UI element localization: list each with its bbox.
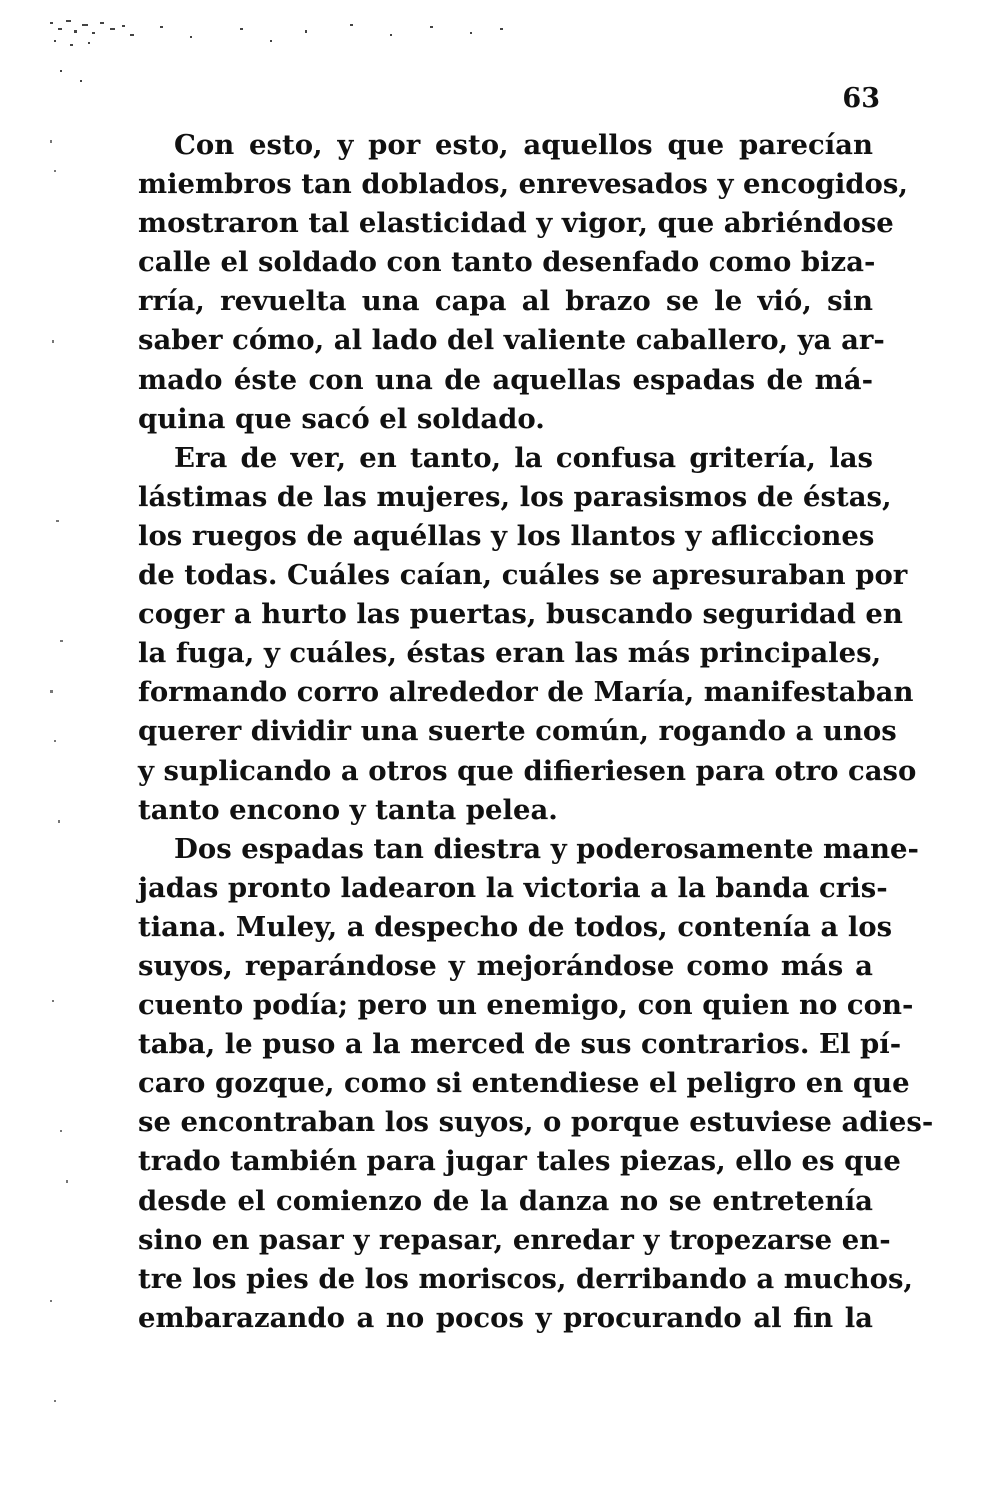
text-line: jadas pronto ladearon la victoria a la banda cris- bbox=[138, 871, 888, 904]
text-line: trado también para jugar tales piezas, ello es que bbox=[138, 1145, 901, 1178]
text-line: tre los pies de los moriscos, derribando a muchos, bbox=[138, 1262, 914, 1295]
text-line: de todas. Cuáles caían, cuáles se apresuraban por bbox=[138, 559, 908, 592]
text-line: Con esto, y por esto, aquellos que parecían bbox=[174, 129, 873, 161]
page-edge-marks bbox=[30, 100, 90, 1450]
text-line: desde el comienzo de la danza no se entretenía bbox=[138, 1184, 873, 1217]
text-line: rría, revuelta una capa al brazo se le vió, sin bbox=[138, 285, 873, 318]
text-line: coger a hurto las puertas, buscando seguridad en bbox=[138, 598, 903, 631]
text-line: calle el soldado con tanto desenfado como biza- bbox=[138, 246, 876, 279]
text-line: y suplicando a otros que difieriesen para otro caso bbox=[138, 754, 917, 787]
text-line: saber cómo, al lado del valiente caballero, ya ar- bbox=[138, 324, 885, 357]
text-line: mado éste con una de aquellas espadas de má- bbox=[138, 363, 873, 396]
text-line: tanto encono y tanta pelea. bbox=[138, 793, 558, 826]
paragraph-2 bbox=[138, 439, 917, 830]
text-line: cuento podía; pero un enemigo, con quien no con- bbox=[138, 989, 914, 1022]
page-number: 63 bbox=[842, 83, 880, 114]
text-line: suyos, reparándose y mejorándose como más a bbox=[138, 949, 873, 982]
paragraph-3 bbox=[138, 830, 934, 1338]
text-line: quina que sacó el soldado. bbox=[138, 402, 545, 435]
text-line: se encontraban los suyos, o porque estuviese adies- bbox=[138, 1106, 934, 1139]
text-line: miembros tan doblados, enrevesados y encogidos, bbox=[138, 168, 908, 201]
text-line: taba, le puso a la merced de sus contrarios. El pí- bbox=[138, 1028, 902, 1061]
text-line: Dos espadas tan diestra y poderosamente mane- bbox=[174, 832, 919, 865]
text-line: la fuga, y cuáles, éstas eran las más principales, bbox=[138, 637, 882, 670]
text-line: embarazando a no pocos y procurando al fin la bbox=[138, 1301, 873, 1334]
text-line: caro gozque, como si entendiese el peligro en que bbox=[138, 1067, 910, 1100]
text-line: querer dividir una suerte común, rogando a unos bbox=[138, 715, 897, 748]
scan-noise bbox=[30, 10, 530, 90]
text-line: formando corro alrededor de María, manifestaban bbox=[138, 676, 914, 709]
text-line: los ruegos de aquéllas y los llantos y aflicciones bbox=[138, 519, 875, 552]
body-text bbox=[138, 126, 934, 1338]
text-line: mostraron tal elasticidad y vigor, que abriéndose bbox=[138, 207, 894, 240]
text-line: sino en pasar y repasar, enredar y tropezarse en- bbox=[138, 1223, 891, 1256]
text-line: tiana. Muley, a despecho de todos, contenía a los bbox=[138, 910, 893, 943]
paragraph-1 bbox=[138, 126, 908, 439]
text-line: lástimas de las mujeres, los parasismos de éstas, bbox=[138, 480, 892, 513]
text-line: Era de ver, en tanto, la confusa gritería, las bbox=[174, 441, 873, 474]
